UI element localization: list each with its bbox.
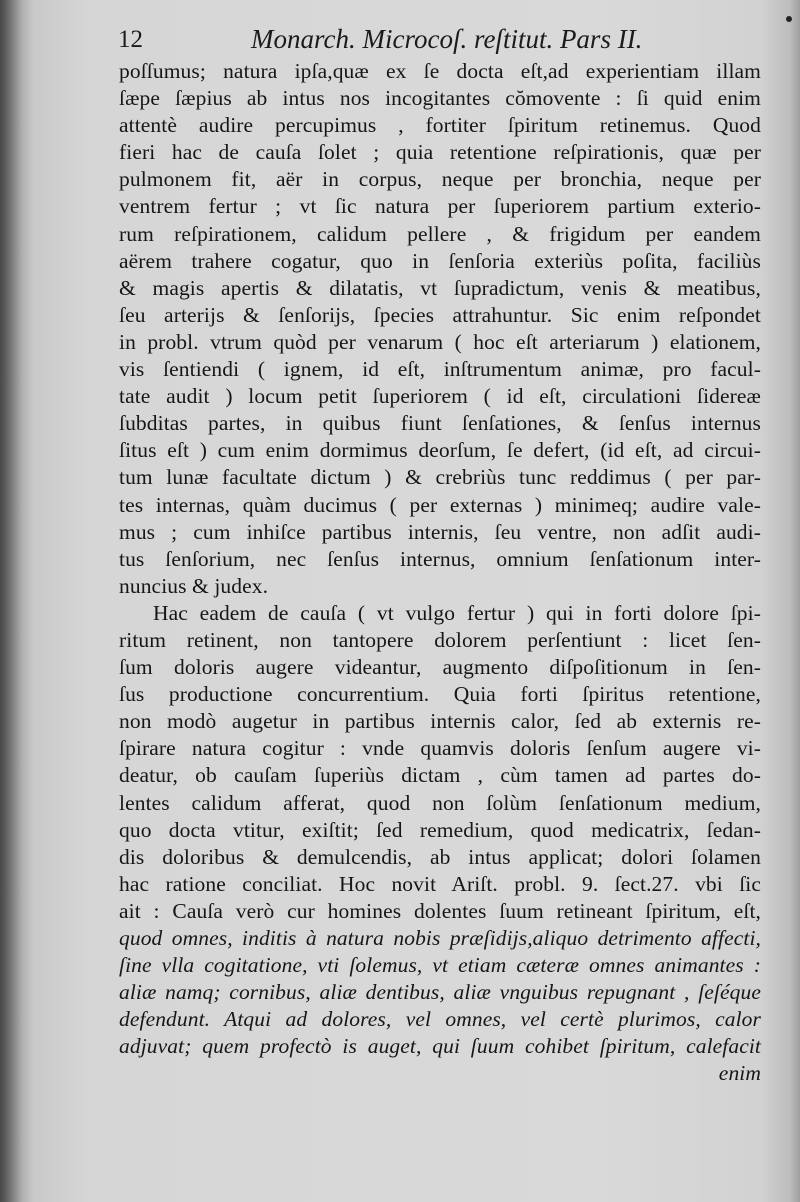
text-line: in probl. vtrum quòd per venarum ( hoc eſt arteriarum ) elationem, xyxy=(119,329,761,354)
text-line: tus ſenſorium, nec ſenſus internus, omnium ſenſationum inter- xyxy=(119,546,761,571)
text-line: ſitus eſt ) cum enim dormimus deorſum, ſe defert, (id eſt, ad circui- xyxy=(119,438,761,463)
text-line: deatur, ob cauſam ſuperiùs dictam , cùm tamen ad partes do- xyxy=(119,763,761,788)
text-line: attentè audire percupimus , fortiter ſpiritum retinemus. Quod xyxy=(119,113,761,138)
text-line: ſus productione concurrentium. Quia forti ſpiritus retentione, xyxy=(119,682,761,707)
text-line: mus ; cum inhiſce partibus internis, ſeu ventre, non adſit audi- xyxy=(119,519,761,544)
text-line: hac ratione conciliat. Hoc novit Ariſt. probl. 9. ſect.27. vbi ſic xyxy=(119,871,761,896)
text-line: tate audit ) locum petit ſuperiorem ( id eſt, circulationi ſidereæ xyxy=(119,384,761,409)
text-line: ſæpe ſæpius ab intus nos incogitantes cŏmovente : ſi quid enim xyxy=(119,86,761,111)
text-line: & magis apertis & dilatatis, vt ſupradictum, venis & meatibus, xyxy=(119,275,761,300)
text-line: tes internas, quàm ducimus ( per externas ) minimeq; audire vale- xyxy=(119,492,761,517)
catchword: enim xyxy=(718,1061,761,1086)
text-line: aërem trahere cogatur, quo in ſenſoria exteriùs poſita, faciliùs xyxy=(119,248,761,273)
quotation-line: adjuvat; quem profectò is auget, qui ſuum cohibet ſpiritum, calefacit xyxy=(119,1034,761,1059)
text-line: nuncius & judex. xyxy=(119,573,269,598)
quotation-line: defendunt. Atqui ad dolores, vel omnes, vel certè plurimos, calor xyxy=(119,1007,761,1032)
text-line: ſpirare natura cogitur : vnde quamvis doloris ſenſum augere vi- xyxy=(119,736,761,761)
page-header xyxy=(118,20,758,60)
text-line: pulmonem fit, aër in corpus, neque per bronchia, neque per xyxy=(119,167,761,192)
ink-speck xyxy=(786,16,792,22)
text-line: vis ſentiendi ( ignem, id eſt, inſtrumentum animæ, pro facul- xyxy=(119,357,761,382)
text-line: ventrem fertur ; vt ſic natura per ſuperiorem partium exterio- xyxy=(119,194,761,219)
text-line: dis doloribus & demulcendis, ab intus applicat; dolori ſolamen xyxy=(119,844,761,869)
text-line: ſubditas partes, in quibus fiunt ſenſationes, & ſenſus internus xyxy=(119,411,761,436)
quotation-line: aliæ namq; cornibus, aliæ dentibus, aliæ vnguibus repugnant , ſeſéque xyxy=(119,980,761,1005)
text-line: poſſumus; natura ipſa,quæ ex ſe docta eſt,ad experientiam illam xyxy=(119,59,761,83)
quotation-line: quod omnes, inditis à natura nobis præſidijs,aliquo detrimento affecti, xyxy=(119,926,761,950)
text-line: ſeu arterijs & ſenſorijs, ſpecies attrahuntur. Sic enim reſpondet xyxy=(119,302,761,327)
text-line: tum lunæ facultate dictum ) & crebriùs tunc reddimus ( per par- xyxy=(119,465,761,490)
text-line: fieri hac de cauſa ſolet ; quia retentione reſpirationis, quæ per xyxy=(119,140,761,165)
text-line: rum reſpirationem, calidum pellere , & frigidum per eandem xyxy=(119,221,761,246)
text-line: ait : Cauſa verò cur homines dolentes ſuum retineant ſpiritum, eſt, xyxy=(119,898,761,923)
paragraph-start-line: Hac eadem de cauſa ( vt vulgo fertur ) qui in forti dolore ſpi- xyxy=(153,600,761,625)
page-number: 12 xyxy=(118,26,143,53)
quotation-line: ſine vlla cogitatione, vti ſolemus, vt etiam cæteræ omnes animantes : xyxy=(119,953,761,978)
text-line: ſum doloris augere videantur, augmento diſpoſitionum in ſen- xyxy=(119,655,761,680)
body-text xyxy=(119,58,761,1088)
text-line: non modò augetur in partibus internis calor, ſed ab externis re- xyxy=(119,709,761,734)
binding-shadow xyxy=(0,0,22,1202)
running-head: Monarch. Microcoſ. reſtitut. Pars II. xyxy=(251,24,643,54)
text-line: quo docta vtitur, exiſtit; ſed remedium, quod medicatrix, ſedan- xyxy=(119,817,761,842)
text-line: ritum retinent, non tantopere dolorem perſentiunt : licet ſen- xyxy=(119,627,761,652)
text-line: lentes calidum afferat, quod non ſolùm ſenſationum medium, xyxy=(119,790,761,815)
